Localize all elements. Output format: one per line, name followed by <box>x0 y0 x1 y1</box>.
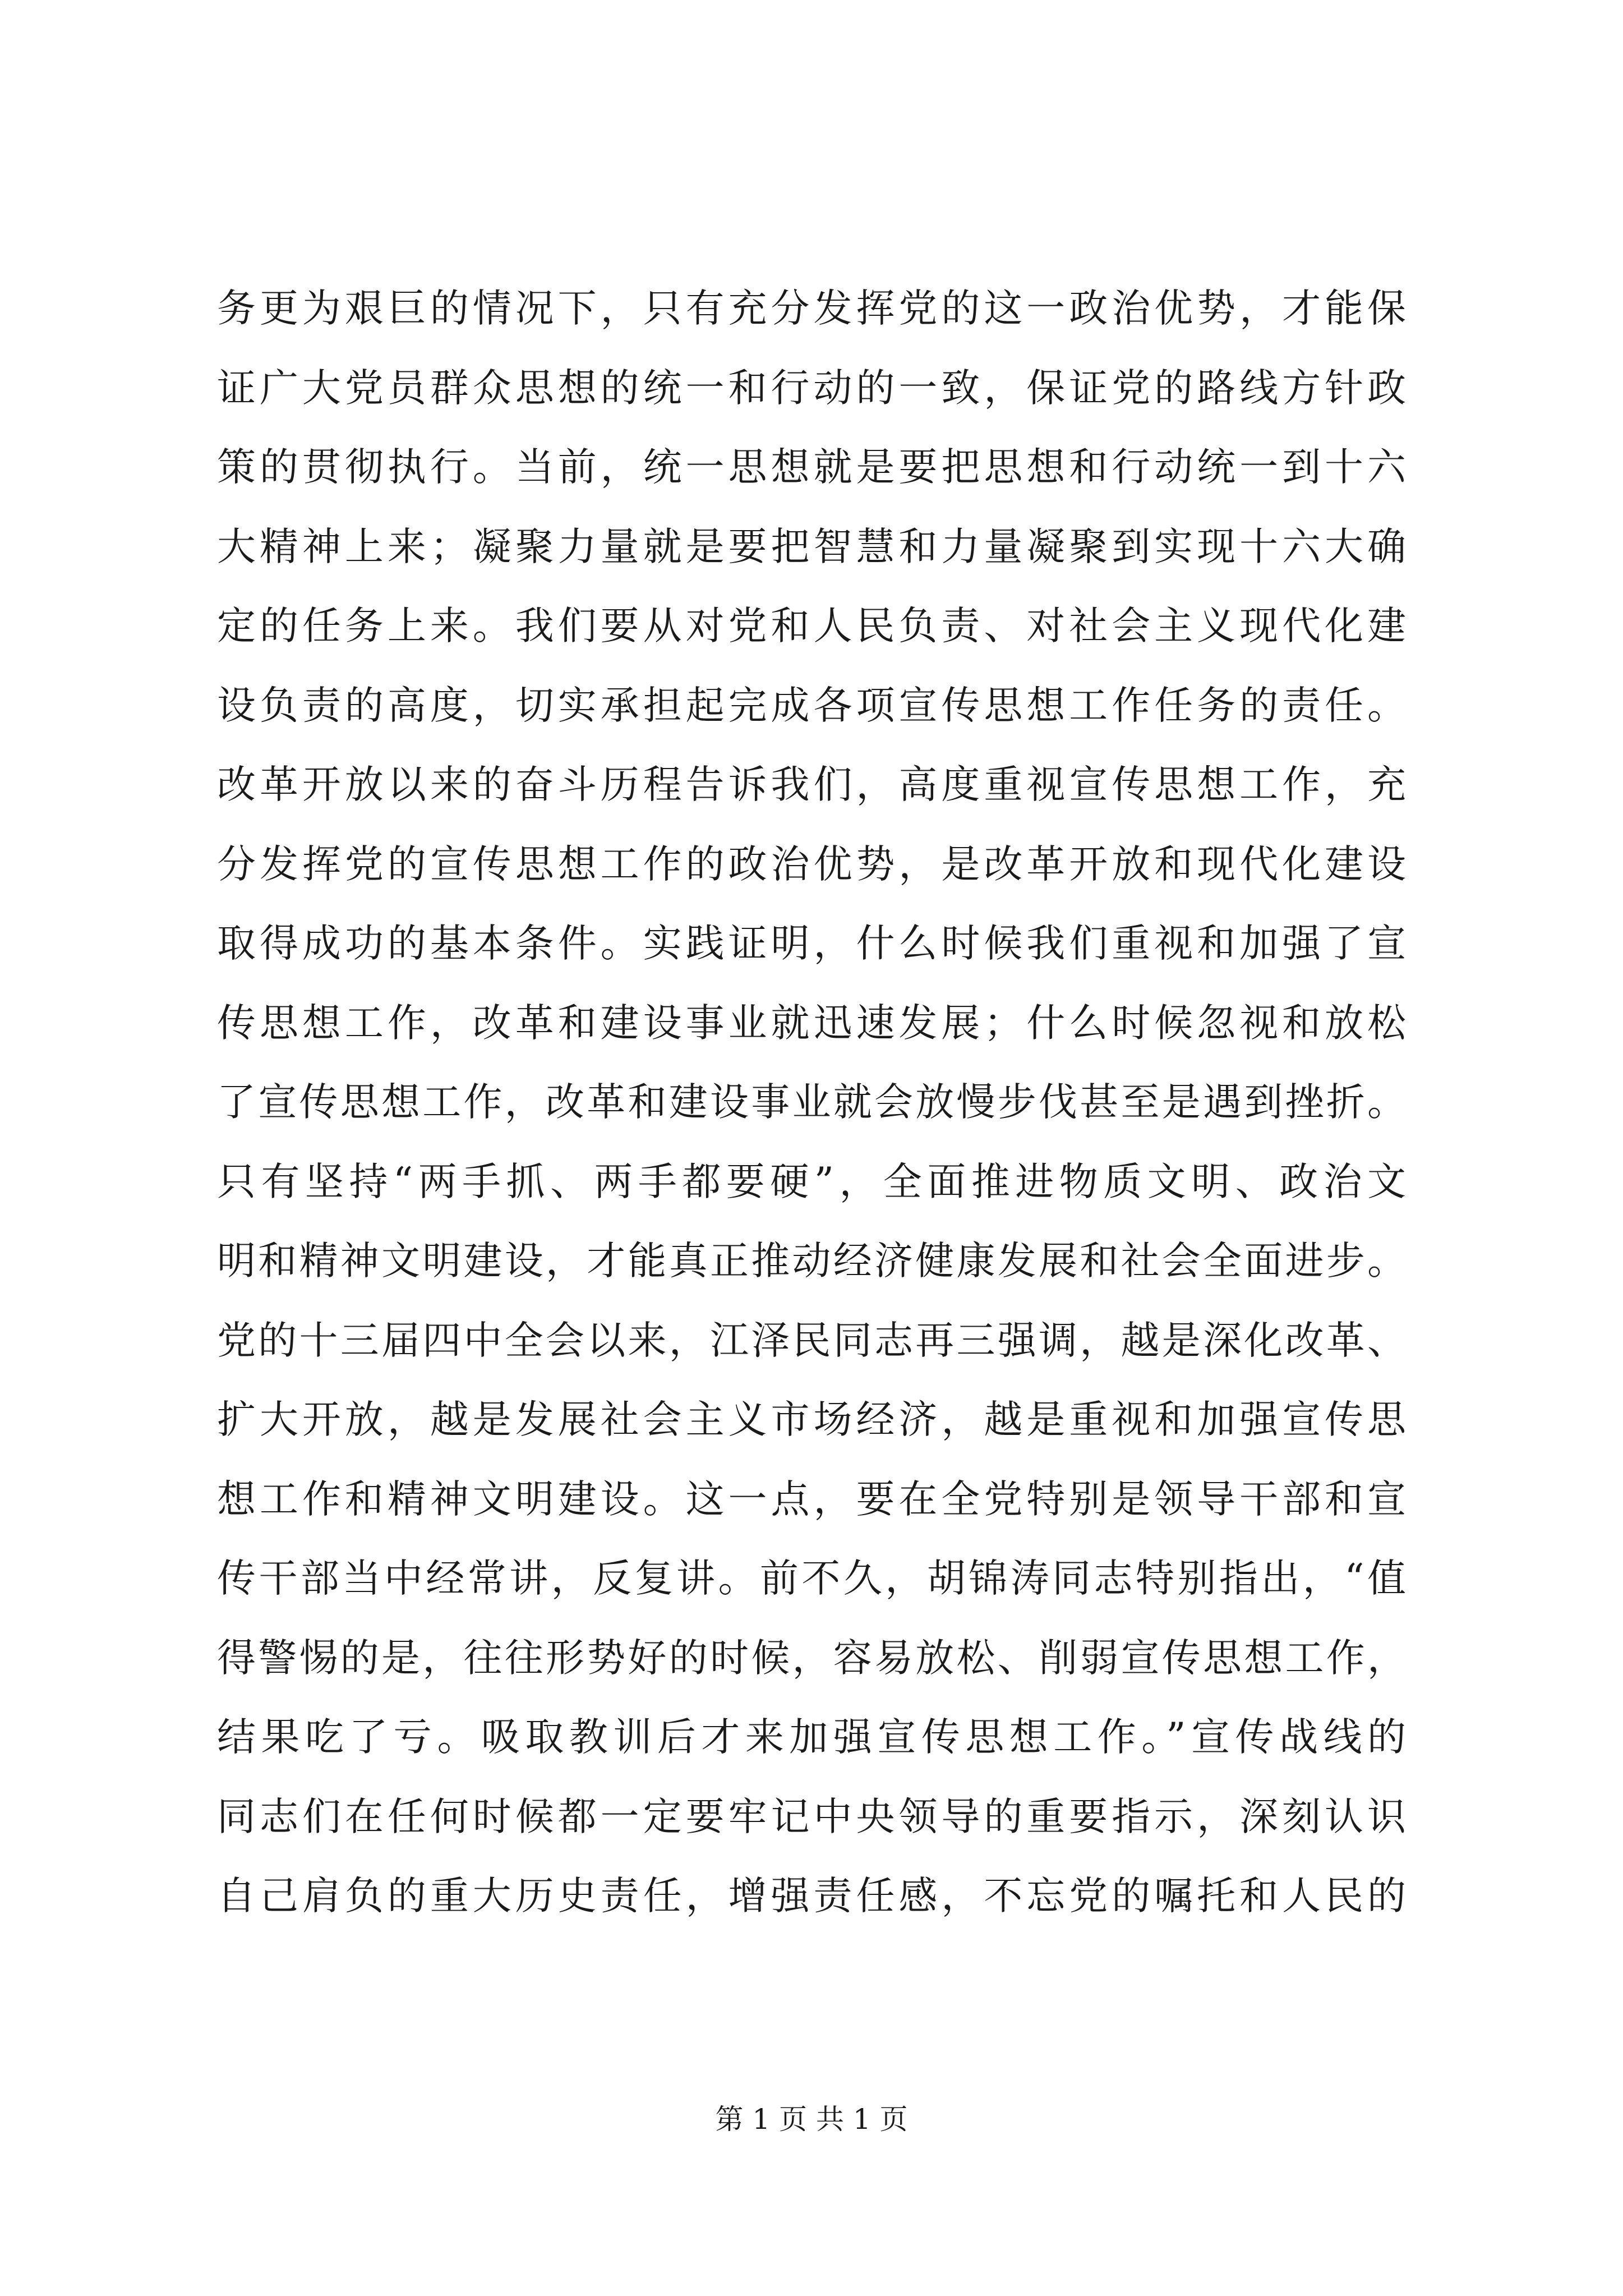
text-line: 定的任务上来。我们要从对党和人民负责、对社会主义现代化建 <box>217 604 1406 648</box>
text-line: 传思想工作，改革和建设事业就迅速发展；什么时候忽视和放松 <box>217 1000 1406 1046</box>
text-line: 策的贯彻执行。当前，统一思想就是要把思想和行动统一到十六 <box>217 445 1406 490</box>
text-line: 取得成功的基本条件。实践证明，什么时候我们重视和加强了宣 <box>217 921 1406 966</box>
text-line: 党的十三届四中全会以来，江泽民同志再三强调，越是深化改革、 <box>217 1318 1406 1363</box>
text-line: 得警惕的是，往往形势好的时候，容易放松、削弱宣传思想工作， <box>217 1635 1406 1681</box>
text-line: 同志们在任何时候都一定要牢记中央领导的重要指示，深刻认识 <box>217 1794 1406 1839</box>
text-line: 传干部当中经常讲，反复讲。前不久，胡锦涛同志特别指出，“值 <box>217 1556 1406 1601</box>
text-line: 改革开放以来的奋斗历程告诉我们，高度重视宣传思想工作，充 <box>217 762 1406 807</box>
text-line: 扩大开放，越是发展社会主义市场经济，越是重视和加强宣传思 <box>217 1397 1406 1442</box>
text-line: 证广大党员群众思想的统一和行动的一致，保证党的路线方针政 <box>217 365 1406 411</box>
body-text <box>217 269 1406 1936</box>
text-line: 自己肩负的重大历史责任，增强责任感，不忘党的嘱托和人民的 <box>217 1874 1406 1918</box>
text-line: 务更为艰巨的情况下，只有充分发挥党的这一政治优势，才能保 <box>217 286 1406 331</box>
text-line: 结果吃了亏。吸取教训后才来加强宣传思想工作。”宣传战线的 <box>217 1715 1406 1760</box>
text-line: 了宣传思想工作，改革和建设事业就会放慢步伐甚至是遇到挫折。 <box>217 1080 1406 1125</box>
text-line: 只有坚持“两手抓、两手都要硬”，全面推进物质文明、政治文 <box>217 1159 1406 1204</box>
text-line: 想工作和精神文明建设。这一点，要在全党特别是领导干部和宣 <box>217 1476 1406 1522</box>
page-footer: 第 1 页 共 1 页 <box>715 2103 908 2136</box>
text-line: 大精神上来；凝聚力量就是要把智慧和力量凝聚到实现十六大确 <box>217 524 1406 569</box>
text-line: 明和精神文明建设，才能真正推动经济健康发展和社会全面进步。 <box>217 1239 1406 1283</box>
text-line: 设负责的高度，切实承担起完成各项宣传思想工作任务的责任。 <box>217 683 1406 728</box>
text-line: 分发挥党的宣传思想工作的政治优势，是改革开放和现代化建设 <box>217 841 1406 887</box>
